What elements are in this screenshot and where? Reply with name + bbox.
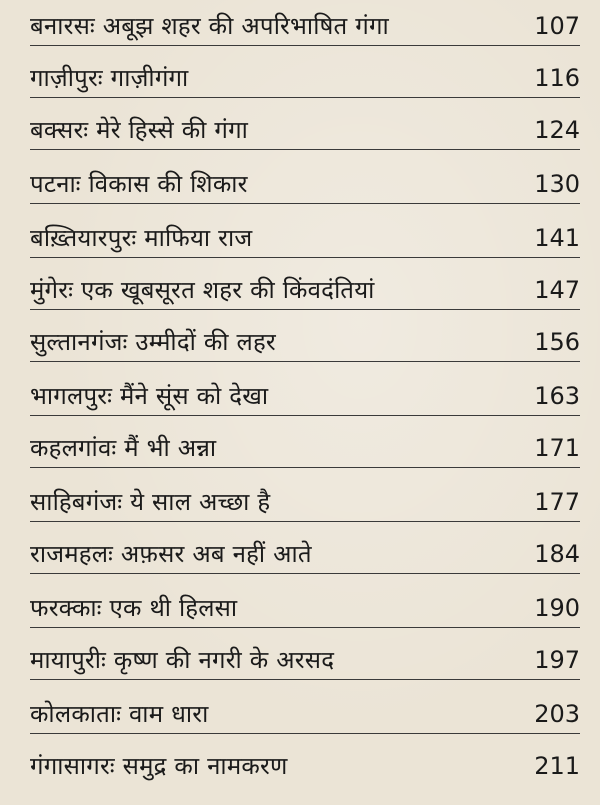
toc-entry-title: बख़्तियारपुरः माफिया राज xyxy=(30,224,253,252)
toc-entry xyxy=(30,218,580,258)
toc-entry xyxy=(30,322,580,362)
divider xyxy=(30,573,580,574)
toc-entry xyxy=(30,58,580,98)
divider xyxy=(30,415,580,416)
toc-entry-page: 190 xyxy=(534,594,580,622)
toc-entry-title: गंगासागरः समुद्र का नामकरण xyxy=(30,752,288,780)
toc-entry xyxy=(30,164,580,204)
divider xyxy=(30,361,580,362)
toc-entry xyxy=(30,482,580,522)
toc-entry-title: साहिबगंजः ये साल अच्छा है xyxy=(30,488,271,516)
toc-entry-page: 184 xyxy=(534,540,580,568)
toc-entry-page: 107 xyxy=(534,12,580,40)
toc-entry xyxy=(30,534,580,574)
toc-entry-page: 211 xyxy=(534,752,580,780)
divider xyxy=(30,679,580,680)
toc-entry-title: सुल्तानगंजः उम्मीदों की लहर xyxy=(30,328,276,356)
toc-entry-page: 163 xyxy=(534,382,580,410)
toc-entry-page: 171 xyxy=(534,434,580,462)
toc-entry xyxy=(30,428,580,468)
divider xyxy=(30,309,580,310)
toc-entry xyxy=(30,376,580,416)
toc-entry-title: भागलपुरः मैंने सूंस को देखा xyxy=(30,382,269,410)
toc-entry-page: 141 xyxy=(534,224,580,252)
toc-entry-title: कहलगांवः मैं भी अन्ना xyxy=(30,434,217,462)
divider xyxy=(30,149,580,150)
divider xyxy=(30,627,580,628)
toc-entry-title: कोलकाताः वाम धारा xyxy=(30,700,209,728)
toc-entry-page: 203 xyxy=(534,700,580,728)
divider xyxy=(30,203,580,204)
toc-entry-page: 156 xyxy=(534,328,580,356)
toc-entry-page: 116 xyxy=(534,64,580,92)
toc-entry-page: 130 xyxy=(534,170,580,198)
toc-entry-title: पटनाः विकास की शिकार xyxy=(30,170,248,198)
toc-entry xyxy=(30,746,580,786)
toc-entry xyxy=(30,110,580,150)
toc-entry-title: मायापुरीः कृष्ण की नगरी के अरसद xyxy=(30,646,335,674)
divider xyxy=(30,733,580,734)
divider xyxy=(30,521,580,522)
toc-entry xyxy=(30,588,580,628)
toc-entry-title: राजमहलः अफ़सर अब नहीं आते xyxy=(30,540,312,568)
toc-entry-page: 147 xyxy=(534,276,580,304)
divider xyxy=(30,467,580,468)
divider xyxy=(30,45,580,46)
toc-entry-page: 197 xyxy=(534,646,580,674)
toc-entry xyxy=(30,640,580,680)
toc-entry-title: मुंगेरः एक खूबसूरत शहर की किंवदंतियां xyxy=(30,276,375,304)
toc-entry-page: 124 xyxy=(534,116,580,144)
divider xyxy=(30,257,580,258)
divider xyxy=(30,97,580,98)
toc-entry-title: बनारसः अबूझ शहर की अपरिभाषित गंगा xyxy=(30,12,389,40)
toc-entry-title: गाज़ीपुरः गाज़ीगंगा xyxy=(30,64,189,92)
toc-entry-title: बक्सरः मेरे हिस्से की गंगा xyxy=(30,116,249,144)
toc-entry-page: 177 xyxy=(534,488,580,516)
toc-entry xyxy=(30,6,580,46)
toc-entry xyxy=(30,694,580,734)
toc-entry-title: फरक्काः एक थी हिलसा xyxy=(30,594,238,622)
toc-entry xyxy=(30,270,580,310)
